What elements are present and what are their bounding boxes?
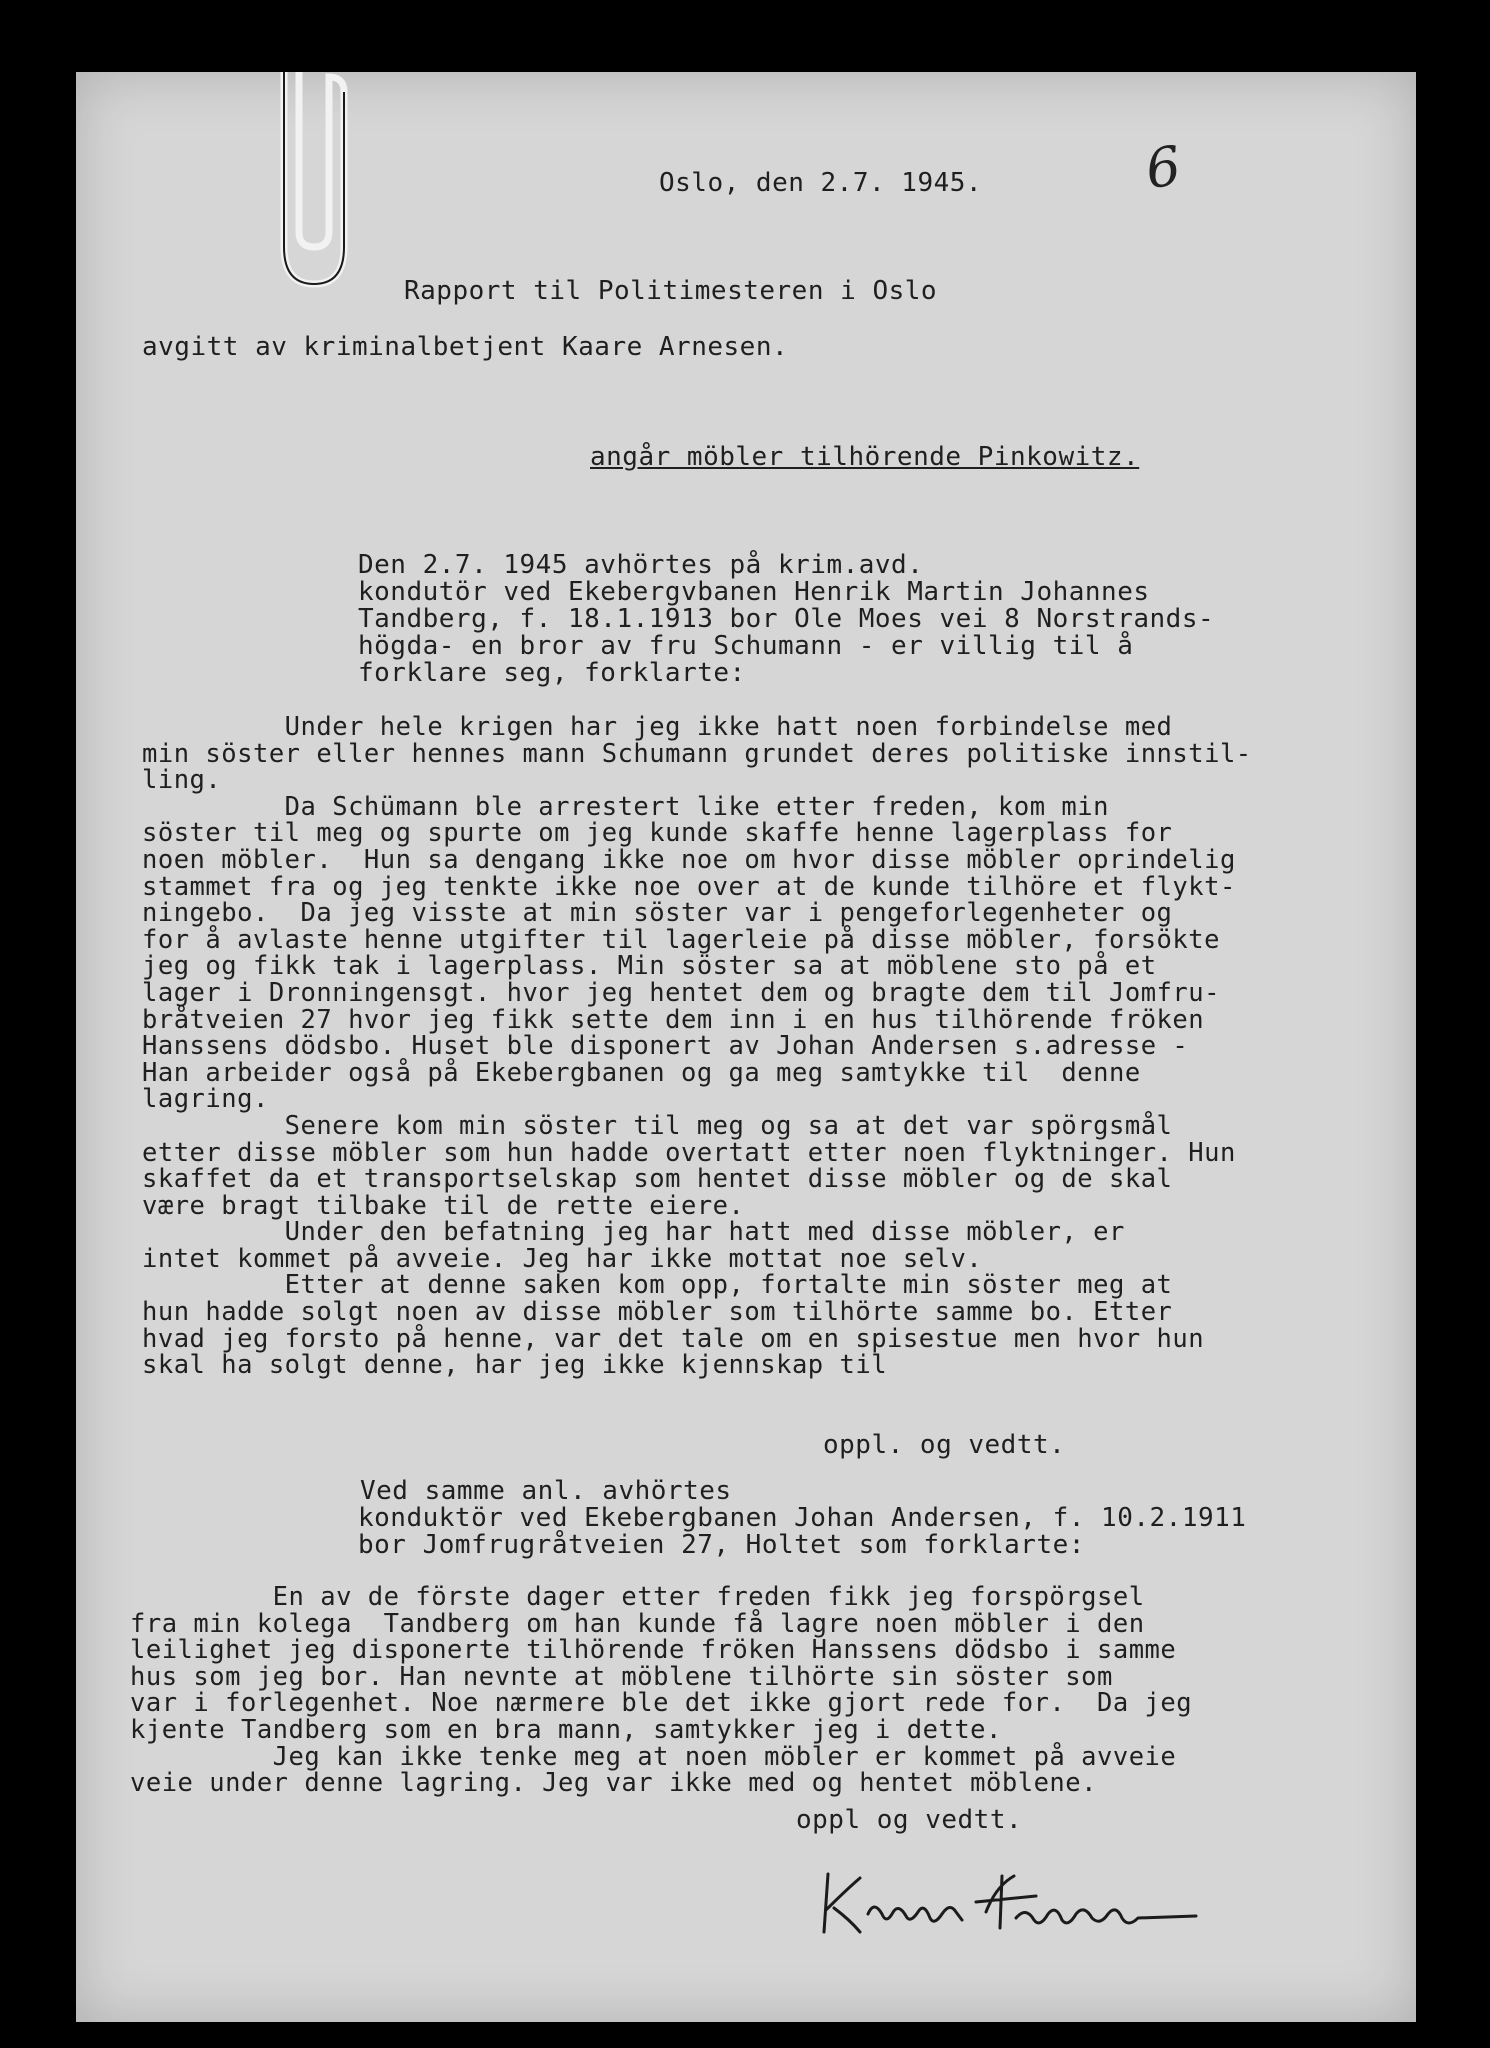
statement-line: min söster eller hennes mann Schumann grundet deres politiske innstil- <box>142 738 1252 769</box>
statement-line: bråtveien 27 hvor jeg fikk sette dem inn i en hus tilhörende fröken <box>142 1004 1205 1035</box>
statement-line: kjente Tandberg som en bra mann, samtykker jeg i dette. <box>130 1714 1002 1745</box>
witness2-intro-line: konduktör ved Ekebergbanen Johan Andersen, f. 10.2.1911 <box>358 1503 1247 1533</box>
statement-line: söster til meg og spurte om jeg kunde skaffe henne lagerplass for <box>142 818 1173 849</box>
statement-line: for å avlaste henne utgifter til lagerleie på disse möbler, forsökte <box>142 924 1220 955</box>
witness1-intro-line: Tandberg, f. 18.1.1913 bor Ole Moes vei 8 Norstrands- <box>358 604 1215 634</box>
witness1-intro-line: kondutör ved Ekebergvbanen Henrik Martin Johannes <box>358 577 1150 607</box>
document-page <box>76 72 1416 2022</box>
handwritten-page-number: 6 <box>1141 133 1185 202</box>
statement-line: Etter at denne saken kom opp, fortalte min söster meg at <box>142 1270 1173 1301</box>
witness1-intro-line: högda- en bror av fru Schumann - er villig til å <box>358 631 1134 661</box>
witness1-statement <box>142 714 1252 1379</box>
date-line: Oslo, den 2.7. 1945. <box>659 168 983 198</box>
witness1-intro <box>358 552 1214 687</box>
witness2-signoff: oppl og vedtt. <box>796 1805 1023 1835</box>
subject-line: angår möbler tilhörende Pinkowitz. <box>590 442 1140 472</box>
statement-line: lagring. <box>142 1084 269 1115</box>
statement-line: leilighet jeg disponerte tilhörende fröken Hanssens dödsbo i samme <box>130 1635 1177 1666</box>
statement-line: Under den befatning jeg har hatt med disse möbler, er <box>142 1217 1125 1248</box>
statement-line: lager i Dronningensgt. hvor jeg hentet dem og bragte dem til Jomfru- <box>142 977 1220 1008</box>
statement-line: hun hadde solgt noen av disse möbler som tilhörte samme bo. Etter <box>142 1297 1173 1328</box>
statement-line: noen möbler. Hun sa dengang ikke noe om hvor disse möbler oprindelig <box>142 844 1236 875</box>
statement-line: var i forlegenhet. Noe nærmere ble det ikke gjort rede for. Da jeg <box>130 1688 1193 1719</box>
statement-line: hus som jeg bor. Han nevnte at möblene tilhörte sin söster som <box>130 1661 1113 1692</box>
statement-line: Da Schümann ble arrestert like etter freden, kom min <box>142 791 1109 822</box>
statement-line: En av de förste dager etter freden fikk jeg forspörgsel <box>130 1582 1145 1612</box>
statement-line: stammet fra og jeg tenkte ikke noe over at de kunde tilhöre et flykt- <box>142 871 1236 902</box>
paper-clip-icon <box>259 72 369 302</box>
handwritten-signature <box>816 1862 1206 1942</box>
statement-line: skal ha solgt denne, har jeg ikke kjennskap til <box>142 1350 888 1381</box>
witness2-intro-line: Ved samme anl. avhörtes <box>360 1476 732 1506</box>
statement-line: ling. <box>142 765 222 796</box>
statement-line: Jeg kan ikke tenke meg at noen möbler er kommet på avveie <box>130 1741 1177 1772</box>
statement-line: hvad jeg forsto på henne, var det tale om en spisestue men hvor hun <box>142 1323 1205 1354</box>
statement-line: ningebo. Da jeg visste at min söster var i pengeforlegenheter og <box>142 898 1173 929</box>
author-line: avgitt av kriminalbetjent Kaare Arnesen. <box>142 332 789 362</box>
statement-line: være bragt tilbake til de rette eiere. <box>142 1190 745 1221</box>
statement-line: fra min kolega Tandberg om han kunde få lagre noen möbler i den <box>130 1608 1145 1639</box>
witness2-intro-line: bor Jomfrugråtveien 27, Holtet som forklarte: <box>358 1530 1085 1560</box>
statement-line: intet kommet på avveie. Jeg har ikke mottat noe selv. <box>142 1243 983 1274</box>
report-heading: Rapport til Politimesteren i Oslo <box>404 276 938 306</box>
witness1-intro-line: forklare seg, forklarte: <box>358 658 746 688</box>
witness2-statement <box>130 1584 1192 1797</box>
statement-line: Under hele krigen har jeg ikke hatt noen forbindelse med <box>142 712 1173 742</box>
statement-line: veie under denne lagring. Jeg var ikke med og hentet möblene. <box>130 1768 1097 1799</box>
statement-line: Senere kom min söster til meg og sa at det var spörgsmål <box>142 1110 1173 1141</box>
statement-line: Hanssens dödsbo. Huset ble disponert av Johan Andersen s.adresse - <box>142 1031 1189 1062</box>
statement-line: skaffet da et transportselskap som hentet disse möbler og de skal <box>142 1164 1173 1195</box>
witness2-intro <box>358 1478 1246 1559</box>
witness1-intro-line: Den 2.7. 1945 avhörtes på krim.avd. <box>358 550 924 580</box>
statement-line: jeg og fikk tak i lagerplass. Min söster sa at möblene sto på et <box>142 951 1157 982</box>
statement-line: etter disse möbler som hun hadde overtatt etter noen flyktninger. Hun <box>142 1137 1236 1168</box>
statement-line: Han arbeider også på Ekebergbanen og ga meg samtykke til denne <box>142 1057 1141 1088</box>
witness1-signoff: oppl. og vedtt. <box>823 1430 1066 1460</box>
